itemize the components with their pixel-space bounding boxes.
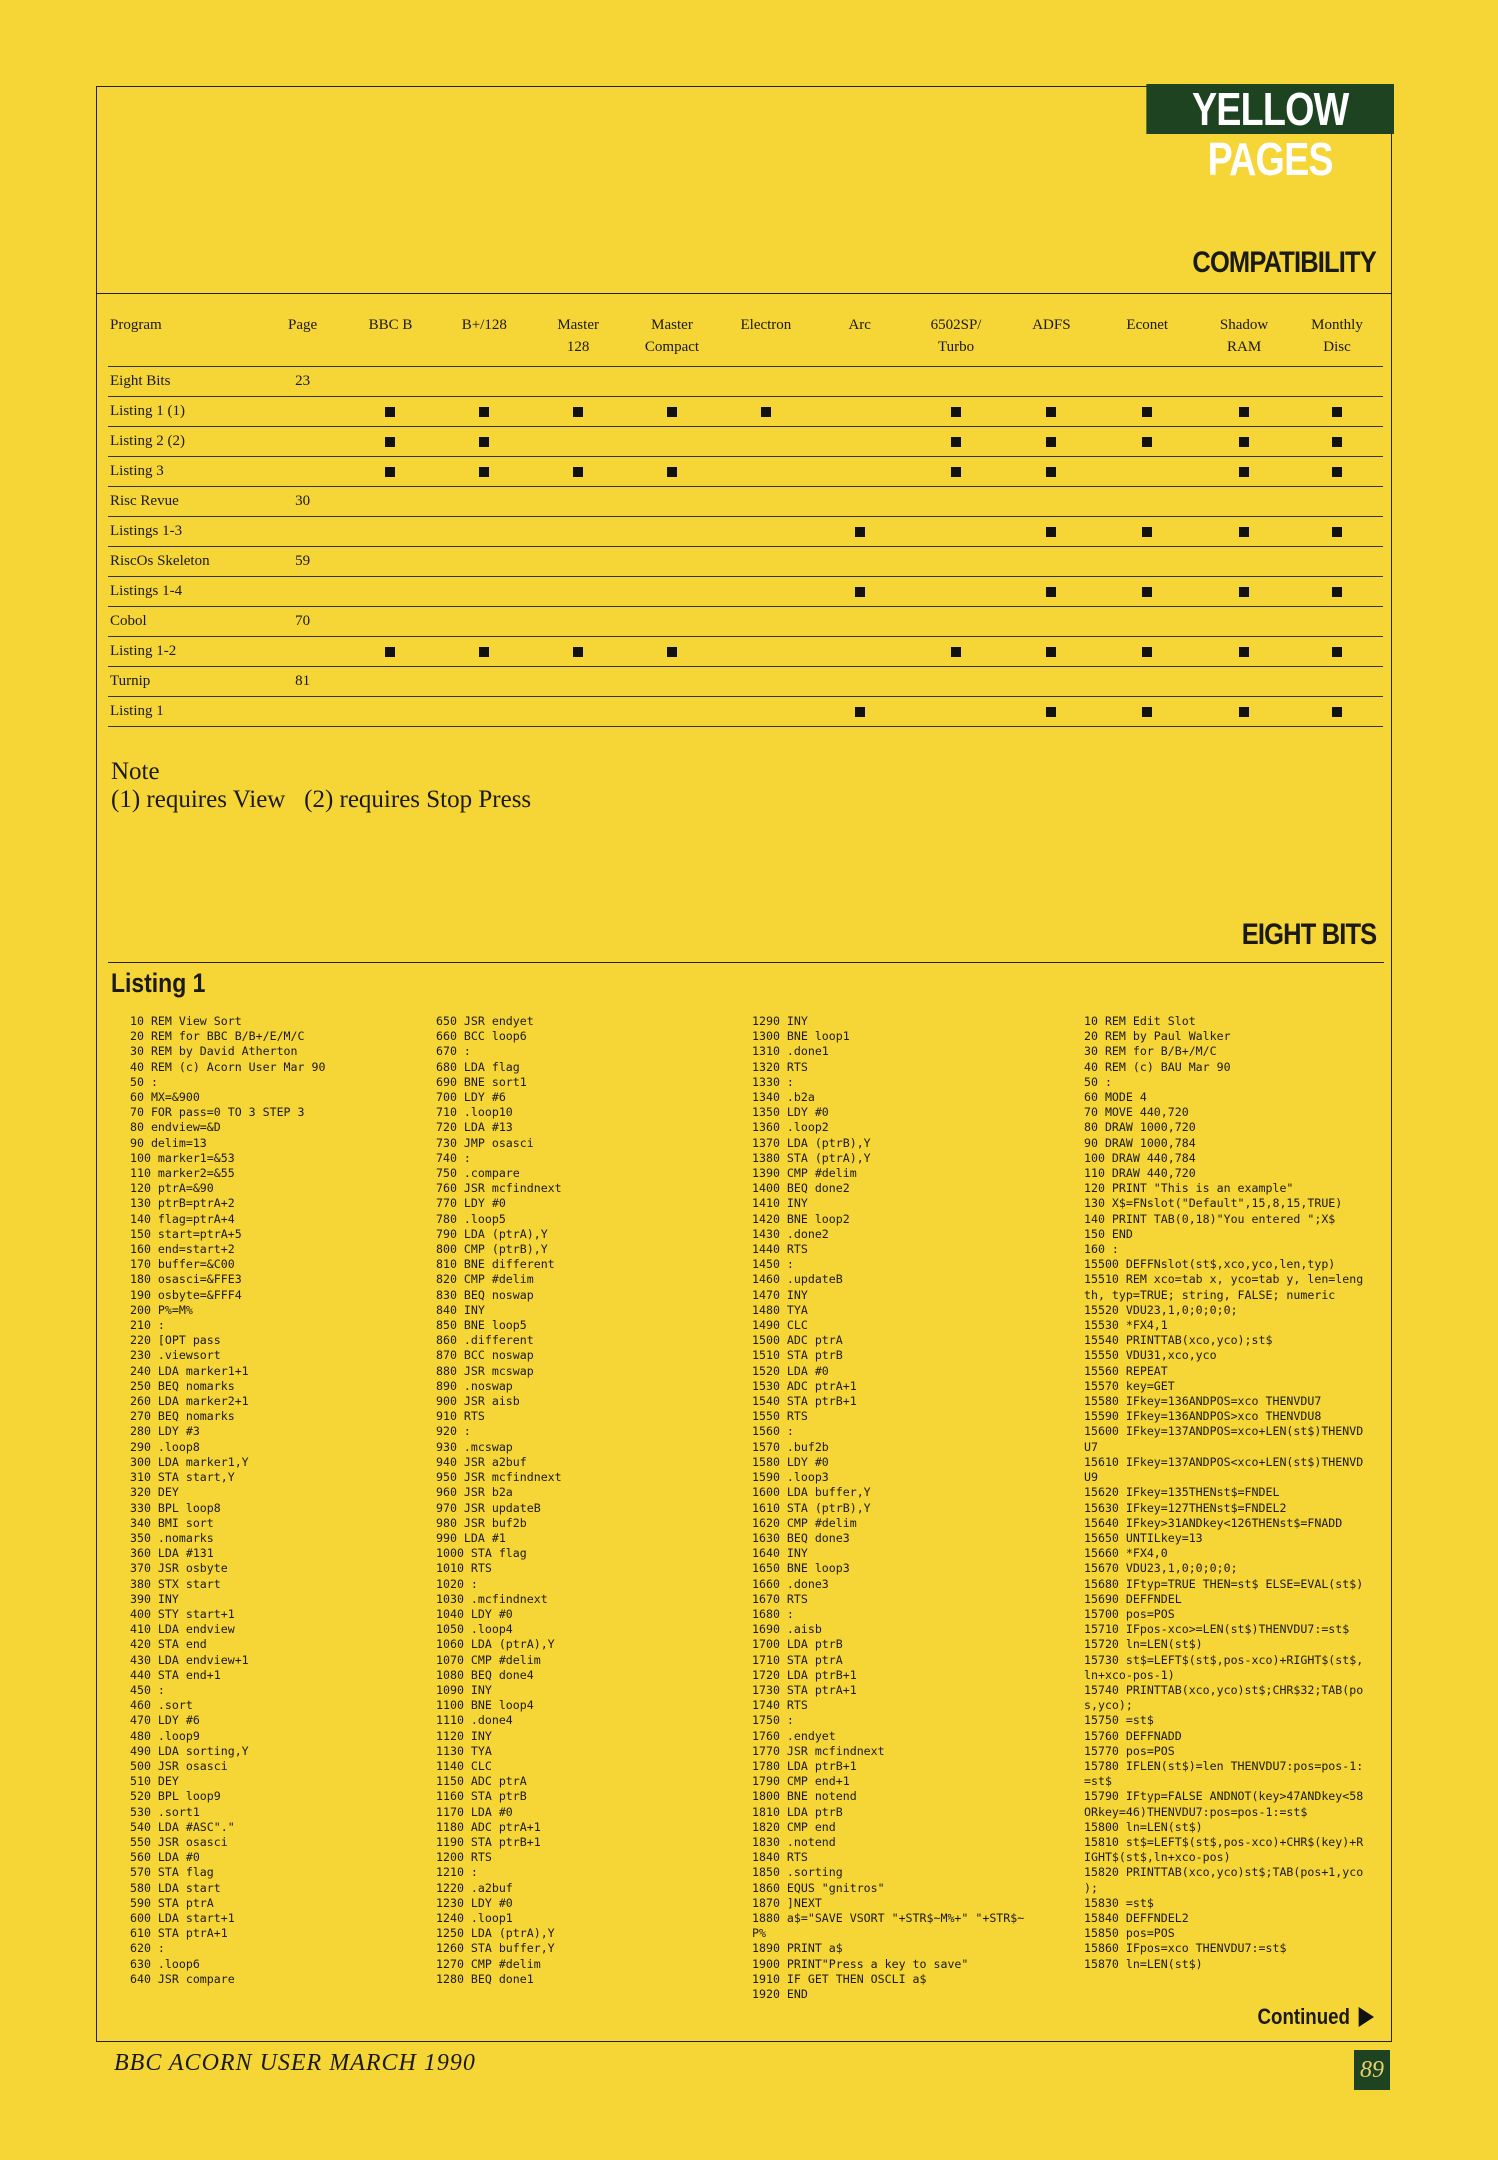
table-row <box>108 397 1383 427</box>
compat-cell <box>437 457 531 487</box>
compatible-mark-icon <box>1046 707 1056 717</box>
compat-cell <box>625 517 719 547</box>
compatible-mark-icon <box>385 437 395 447</box>
column-header-line1: Electron <box>740 317 792 333</box>
code-column-4: 10 REM Edit Slot 20 REM by Paul Walker 30 REM for B/B+/M/C 40 REM (c) BAU Mar 90 50 : 60 MODE 4 70 MOVE 440,720 80 DRAW 1000,720 90 DRAW 1000,784 100 DRAW 440,784 110 DRAW 440,720 120 PRINT "This is an example" 130 X$=FNslot("Default",15,8,15,TRUE) 140 PRINT TAB(0,18)"You entered ";X$ 150 END 160 : 15500 DEFFNslot(st$,xco,yco,len,typ) 15510 REM xco=tab x, yco=tab y, len=leng th, typ=TRUE; string, FALSE; numeric 15520 VDU23,1,0;0;0;0; 15530 *FX4,1 15540 PRINTTAB(xco,yco);st$ 15550 VDU31,xco,yco 15560 REPEAT 15570 key=GET 15580 IFkey=136ANDPOS=xco THENVDU7 15590 IFkey=136ANDPOS>xco THENVDU8 15600 IFkey=137ANDPOS=xco+LEN(st$)THENVD U7 15610 IFkey=137ANDPOS<xco+LEN(st$)THENVD U9 15620 IFkey=135THENst$=FNDEL 15630 IFkey=127THENst$=FNDEL2 15640 IFkey>31ANDkey<126THENst$=FNADD 15650 UNTILkey=13 15660 *FX4,0 15670 VDU23,1,0;0;0;0; 15680 IFtyp=TRUE THEN=st$ ELSE=EVAL(st$) 15690 DEFFNDEL 15700 pos=POS 15710 IFpos-xco>=LEN(st$)THENVDU7:=st$ 15720 ln=LEN(st$) 15730 st$=LEFT$(st$,pos-xco)+RIGHT$(st$, ln+xco-pos-1) 15740 PRINTTAB(xco,yco)st$;CHR$32;TAB(po s,yco); 15750 =st$ 15760 DEFFNADD 15770 pos=POS 15780 IFLEN(st$)=len THENVDU7:pos=pos-1: =st$ 15790 IFtyp=FALSE ANDNOT(key>47ANDkey<58 ORkey=46)THENVDU7:pos=pos-1:=st$ 15800 ln=LEN(st$) 15810 st$=LEFT$(st$,pos-xco)+CHR$(key)+R IGHT$(st$,ln+xco-pos) 15820 PRINTTAB(xco,yco)st$;TAB(pos+1,yco ); 15830 =st$ 15840 DEFFNDEL2 15850 pos=POS 15860 IFpos=xco THENVDU7:=st$ 15870 ln=LEN(st$) <box>1084 1014 1364 1971</box>
page-cell <box>262 427 344 457</box>
compat-cell <box>719 697 813 727</box>
compatible-mark-icon <box>1046 647 1056 657</box>
arrow-right-icon <box>1359 2007 1374 2027</box>
compat-cell <box>719 577 813 607</box>
compat-cell <box>1291 367 1383 397</box>
column-header <box>907 314 1006 367</box>
compat-cell <box>1291 667 1383 697</box>
compat-cell <box>813 577 907 607</box>
compat-cell <box>437 397 531 427</box>
compatible-mark-icon <box>667 407 677 417</box>
compat-cell <box>1291 427 1383 457</box>
compat-cell <box>344 427 438 457</box>
compat-cell <box>1097 547 1197 577</box>
program-cell: RiscOs Skeleton <box>108 547 262 577</box>
table-row <box>108 517 1383 547</box>
compatible-mark-icon <box>1239 437 1249 447</box>
page-cell <box>262 457 344 487</box>
compatibility-title: COMPATIBILITY <box>1192 246 1376 279</box>
compat-cell <box>719 607 813 637</box>
column-header <box>813 314 907 367</box>
compat-cell <box>1197 607 1291 637</box>
compatible-mark-icon <box>951 437 961 447</box>
compat-cell <box>907 577 1006 607</box>
compatible-mark-icon <box>1046 467 1056 477</box>
compat-cell <box>907 607 1006 637</box>
column-header <box>1291 314 1383 367</box>
compatible-mark-icon <box>1142 587 1152 597</box>
table-row <box>108 487 1383 517</box>
compatible-mark-icon <box>1239 707 1249 717</box>
compat-cell <box>531 427 625 457</box>
eight-bits-rule <box>108 962 1384 963</box>
compat-cell <box>625 367 719 397</box>
compat-cell <box>1197 457 1291 487</box>
column-header-line1: Econet <box>1126 317 1169 333</box>
compat-cell <box>437 487 531 517</box>
program-cell: Listing 1-2 <box>108 637 262 667</box>
compat-cell <box>625 577 719 607</box>
compatible-mark-icon <box>855 707 865 717</box>
compat-cell <box>625 397 719 427</box>
compat-cell <box>813 427 907 457</box>
compat-cell <box>344 667 438 697</box>
compat-cell <box>907 397 1006 427</box>
column-header-line2: Turbo <box>937 339 975 355</box>
table-row <box>108 367 1383 397</box>
column-header-line2: 128 <box>566 339 590 355</box>
compatible-mark-icon <box>855 587 865 597</box>
compat-cell <box>344 547 438 577</box>
compat-cell <box>907 517 1006 547</box>
compat-cell <box>1005 397 1097 427</box>
compat-cell <box>907 697 1006 727</box>
program-cell: Turnip <box>108 667 262 697</box>
compat-cell <box>1097 637 1197 667</box>
column-header-line1: BBC B <box>368 317 413 333</box>
compat-cell <box>625 547 719 577</box>
compat-cell <box>531 577 625 607</box>
compatible-mark-icon <box>479 467 489 477</box>
column-header-line2: Compact <box>644 339 700 355</box>
compat-cell <box>813 517 907 547</box>
compat-cell <box>719 457 813 487</box>
compat-cell <box>719 517 813 547</box>
compat-cell <box>344 607 438 637</box>
compat-cell <box>1197 367 1291 397</box>
page-cell <box>262 577 344 607</box>
eight-bits-title: EIGHT BITS <box>1241 918 1376 951</box>
column-header-line1: Arc <box>848 317 871 333</box>
page-cell: 59 <box>262 547 344 577</box>
compat-cell <box>625 697 719 727</box>
column-header-line1: Master <box>557 317 599 333</box>
compat-cell <box>531 637 625 667</box>
compat-cell <box>625 607 719 637</box>
compat-cell <box>1291 607 1383 637</box>
table-row <box>108 697 1383 727</box>
compat-cell <box>813 607 907 637</box>
compat-cell <box>1197 427 1291 457</box>
compat-cell <box>1291 637 1383 667</box>
compatible-mark-icon <box>1239 467 1249 477</box>
compat-cell <box>437 577 531 607</box>
table-header-row <box>108 314 1383 367</box>
compat-cell <box>719 427 813 457</box>
compat-cell <box>907 457 1006 487</box>
compatibility-table <box>108 314 1383 727</box>
compatible-mark-icon <box>761 407 771 417</box>
compat-cell <box>625 427 719 457</box>
compatible-mark-icon <box>1239 527 1249 537</box>
compatible-mark-icon <box>1046 437 1056 447</box>
compat-cell <box>531 697 625 727</box>
compatible-mark-icon <box>479 407 489 417</box>
compatible-mark-icon <box>573 407 583 417</box>
compatible-mark-icon <box>855 527 865 537</box>
column-header-line1: ADFS <box>1032 317 1071 333</box>
listing-title: Listing 1 <box>111 968 206 998</box>
compatible-mark-icon <box>1239 587 1249 597</box>
compatible-mark-icon <box>951 647 961 657</box>
compat-cell <box>907 637 1006 667</box>
table-row <box>108 637 1383 667</box>
compat-cell <box>344 637 438 667</box>
compatible-mark-icon <box>1332 407 1342 417</box>
program-cell: Listing 3 <box>108 457 262 487</box>
compatible-mark-icon <box>1332 437 1342 447</box>
compat-cell <box>1097 457 1197 487</box>
page-cell: 70 <box>262 607 344 637</box>
column-header <box>719 314 813 367</box>
compat-cell <box>1291 697 1383 727</box>
compat-cell <box>719 637 813 667</box>
compat-cell <box>625 487 719 517</box>
note-title: Note <box>111 758 160 785</box>
page-cell <box>262 697 344 727</box>
column-header <box>262 314 344 367</box>
program-cell: Risc Revue <box>108 487 262 517</box>
compat-cell <box>1005 427 1097 457</box>
compat-cell <box>531 397 625 427</box>
compat-cell <box>1197 697 1291 727</box>
compat-cell <box>1097 697 1197 727</box>
compat-cell <box>344 457 438 487</box>
compat-cell <box>813 397 907 427</box>
column-header-line1: Program <box>110 317 162 333</box>
compat-cell <box>1097 487 1197 517</box>
compat-cell <box>719 367 813 397</box>
footer-text: BBC ACORN USER MARCH 1990 <box>114 2050 476 2076</box>
compatible-mark-icon <box>1046 407 1056 417</box>
compat-cell <box>625 637 719 667</box>
compat-cell <box>531 667 625 697</box>
compat-cell <box>531 367 625 397</box>
compat-cell <box>344 697 438 727</box>
compatible-mark-icon <box>1332 527 1342 537</box>
table-row <box>108 457 1383 487</box>
compatible-mark-icon <box>951 407 961 417</box>
compat-cell <box>907 367 1006 397</box>
column-header-line1: Master <box>651 317 693 333</box>
compat-cell <box>1197 517 1291 547</box>
page-cell: 30 <box>262 487 344 517</box>
compatible-mark-icon <box>479 437 489 447</box>
column-header <box>1005 314 1097 367</box>
column-header <box>1197 314 1291 367</box>
compatible-mark-icon <box>1142 437 1152 447</box>
compat-cell <box>344 487 438 517</box>
column-header <box>108 314 262 367</box>
table-row <box>108 667 1383 697</box>
compat-cell <box>1005 667 1097 697</box>
compat-cell <box>1097 367 1197 397</box>
continued-link[interactable] <box>1258 2004 1374 2030</box>
page-cell <box>262 397 344 427</box>
compat-cell <box>1005 697 1097 727</box>
code-column-1: 10 REM View Sort 20 REM for BBC B/B+/E/M/C 30 REM by David Atherton 40 REM (c) Acorn User Mar 90 50 : 60 MX=&900 70 FOR pass=0 TO 3 STEP 3 80 endview=&D 90 delim=13 100 marker1=&53 110 marker2=&55 120 ptrA=&90 130 ptrB=ptrA+2 140 flag=ptrA+4 150 start=ptrA+5 160 end=start+2 170 buffer=&C00 180 osasci=&FFE3 190 osbyte=&FFF4 200 P%=M% 210 : 220 [OPT pass 230 .viewsort 240 LDA marker1+1 250 BEQ nomarks 260 LDA marker2+1 270 BEQ nomarks 280 LDY #3 290 .loop8 300 LDA marker1,Y 310 STA start,Y 320 DEY 330 BPL loop8 340 BMI sort 350 .nomarks 360 LDA #131 370 JSR osbyte 380 STX start 390 INY 400 STY start+1 410 LDA endview 420 STA end 430 LDA endview+1 440 STA end+1 450 : 460 .sort 470 LDY #6 480 .loop9 490 LDA sorting,Y 500 JSR osasci 510 DEY 520 BPL loop9 530 .sort1 540 LDA #ASC"." 550 JSR osasci 560 LDA #0 570 STA flag 580 LDA start 590 STA ptrA 600 LDA start+1 610 STA ptrA+1 620 : 630 .loop6 640 JSR compare <box>130 1014 326 1986</box>
compat-cell <box>1197 397 1291 427</box>
compatible-mark-icon <box>1332 647 1342 657</box>
compatible-mark-icon <box>1046 587 1056 597</box>
compat-cell <box>1005 487 1097 517</box>
compat-cell <box>907 667 1006 697</box>
compat-cell <box>719 487 813 517</box>
compat-cell <box>344 397 438 427</box>
compat-cell <box>437 367 531 397</box>
compat-cell <box>437 607 531 637</box>
program-cell: Listing 1 (1) <box>108 397 262 427</box>
compat-cell <box>344 517 438 547</box>
compatible-mark-icon <box>1239 647 1249 657</box>
compat-cell <box>719 667 813 697</box>
compat-cell <box>1097 667 1197 697</box>
column-header-line2: RAM <box>1227 339 1262 355</box>
page-cell: 81 <box>262 667 344 697</box>
compat-cell <box>531 487 625 517</box>
compat-cell <box>813 667 907 697</box>
program-cell: Listing 1 <box>108 697 262 727</box>
compat-cell <box>1291 457 1383 487</box>
compat-cell <box>813 697 907 727</box>
compat-cell <box>1005 637 1097 667</box>
compat-cell <box>625 667 719 697</box>
compat-cell <box>437 667 531 697</box>
compatible-mark-icon <box>1239 407 1249 417</box>
compatible-mark-icon <box>1332 467 1342 477</box>
page-cell: 23 <box>262 367 344 397</box>
table-row <box>108 607 1383 637</box>
page-cell <box>262 637 344 667</box>
compat-cell <box>813 547 907 577</box>
compatible-mark-icon <box>1142 647 1152 657</box>
compatible-mark-icon <box>1046 527 1056 537</box>
compat-cell <box>1291 577 1383 607</box>
compat-cell <box>907 547 1006 577</box>
table-row <box>108 547 1383 577</box>
compatible-mark-icon <box>951 467 961 477</box>
compatible-mark-icon <box>573 467 583 477</box>
compat-cell <box>1097 607 1197 637</box>
compat-cell <box>437 427 531 457</box>
compat-cell <box>1197 637 1291 667</box>
compat-cell <box>1197 487 1291 517</box>
compat-cell <box>531 457 625 487</box>
compat-cell <box>531 517 625 547</box>
compat-cell <box>437 697 531 727</box>
compat-cell <box>1005 517 1097 547</box>
compat-cell <box>813 457 907 487</box>
program-cell: Eight Bits <box>108 367 262 397</box>
compat-cell <box>1291 547 1383 577</box>
compat-cell <box>1005 367 1097 397</box>
compat-cell <box>437 547 531 577</box>
compat-cell <box>344 367 438 397</box>
compat-cell <box>1005 547 1097 577</box>
compatible-mark-icon <box>385 407 395 417</box>
compat-cell <box>1197 547 1291 577</box>
program-cell: Listings 1-4 <box>108 577 262 607</box>
compat-cell <box>625 457 719 487</box>
compat-cell <box>813 367 907 397</box>
compat-cell <box>1097 427 1197 457</box>
column-header <box>437 314 531 367</box>
compatible-mark-icon <box>1142 407 1152 417</box>
compat-cell <box>1005 577 1097 607</box>
compat-cell <box>907 487 1006 517</box>
column-header <box>531 314 625 367</box>
compat-cell <box>1291 517 1383 547</box>
column-header-line1: B+/128 <box>461 317 507 333</box>
compat-cell <box>1291 397 1383 427</box>
continued-label: Continued <box>1257 2004 1351 2029</box>
column-header-line1: 6502SP/ <box>930 317 982 333</box>
column-header-line1: Shadow <box>1219 317 1269 333</box>
column-header <box>344 314 438 367</box>
compatible-mark-icon <box>479 647 489 657</box>
compatible-mark-icon <box>1332 587 1342 597</box>
program-cell: Cobol <box>108 607 262 637</box>
program-cell: Listing 2 (2) <box>108 427 262 457</box>
compat-cell <box>1097 517 1197 547</box>
compat-cell <box>907 427 1006 457</box>
column-header-line1: Page <box>288 317 318 333</box>
compatible-mark-icon <box>667 467 677 477</box>
column-header <box>1097 314 1197 367</box>
compat-cell <box>719 547 813 577</box>
table-row <box>108 577 1383 607</box>
compatible-mark-icon <box>1142 707 1152 717</box>
compat-cell <box>719 397 813 427</box>
page-number: 89 <box>1354 2050 1390 2090</box>
compatible-mark-icon <box>667 647 677 657</box>
note-text: (1) requires View (2) requires Stop Press <box>111 786 532 813</box>
compat-cell <box>1197 577 1291 607</box>
compatible-mark-icon <box>1332 707 1342 717</box>
column-header-line1: Monthly <box>1311 317 1363 333</box>
compatible-mark-icon <box>385 467 395 477</box>
compat-cell <box>1291 487 1383 517</box>
column-header-line2: Disc <box>1323 339 1351 355</box>
compatible-mark-icon <box>1142 527 1152 537</box>
compat-cell <box>531 547 625 577</box>
code-column-2: 650 JSR endyet 660 BCC loop6 670 : 680 LDA flag 690 BNE sort1 700 LDY #6 710 .loop10 720 LDA #13 730 JMP osasci 740 : 750 .compare 760 JSR mcfindnext 770 LDY #0 780 .loop5 790 LDA (ptrA),Y 800 CMP (ptrB),Y 810 BNE different 820 CMP #delim 830 BEQ noswap 840 INY 850 BNE loop5 860 .different 870 BCC noswap 880 JSR mcswap 890 .noswap 900 JSR aisb 910 RTS 920 : 930 .mcswap 940 JSR a2buf 950 JSR mcfindnext 960 JSR b2a 970 JSR updateB 980 JSR buf2b 990 LDA #1 1000 STA flag 1010 RTS 1020 : 1030 .mcfindnext 1040 LDY #0 1050 .loop4 1060 LDA (ptrA),Y 1070 CMP #delim 1080 BEQ done4 1090 INY 1100 BNE loop4 1110 .done4 1120 INY 1130 TYA 1140 CLC 1150 ADC ptrA 1160 STA ptrB 1170 LDA #0 1180 ADC ptrA+1 1190 STA ptrB+1 1200 RTS 1210 : 1220 .a2buf 1230 LDY #0 1240 .loop1 1250 LDA (ptrA),Y 1260 STA buffer,Y 1270 CMP #delim 1280 BEQ done1 <box>436 1014 562 1986</box>
page-cell <box>262 517 344 547</box>
compatible-mark-icon <box>573 647 583 657</box>
compat-cell <box>1097 577 1197 607</box>
code-column-3: 1290 INY 1300 BNE loop1 1310 .done1 1320 RTS 1330 : 1340 .b2a 1350 LDY #0 1360 .loop2 1370 LDA (ptrB),Y 1380 STA (ptrA),Y 1390 CMP #delim 1400 BEQ done2 1410 INY 1420 BNE loop2 1430 .done2 1440 RTS 1450 : 1460 .updateB 1470 INY 1480 TYA 1490 CLC 1500 ADC ptrA 1510 STA ptrB 1520 LDA #0 1530 ADC ptrA+1 1540 STA ptrB+1 1550 RTS 1560 : 1570 .buf2b 1580 LDY #0 1590 .loop3 1600 LDA buffer,Y 1610 STA (ptrB),Y 1620 CMP #delim 1630 BEQ done3 1640 INY 1650 BNE loop3 1660 .done3 1670 RTS 1680 : 1690 .aisb 1700 LDA ptrB 1710 STA ptrA 1720 LDA ptrB+1 1730 STA ptrA+1 1740 RTS 1750 : 1760 .endyet 1770 JSR mcfindnext 1780 LDA ptrB+1 1790 CMP end+1 1800 BNE notend 1810 LDA ptrB 1820 CMP end 1830 .notend 1840 RTS 1850 .sorting 1860 EQUS "gnitros" 1870 ]NEXT 1880 a$="SAVE VSORT "+STR$~M%+" "+STR$~ P% 1890 PRINT a$ 1900 PRINT"Press a key to save" 1910 IF GET THEN OSCLI a$ 1920 END <box>752 1014 1025 2001</box>
table-body <box>108 367 1383 727</box>
compat-cell <box>437 517 531 547</box>
compat-cell <box>1197 667 1291 697</box>
compat-cell <box>1005 457 1097 487</box>
compat-cell <box>1005 607 1097 637</box>
column-header <box>625 314 719 367</box>
program-cell: Listings 1-3 <box>108 517 262 547</box>
compat-cell <box>437 637 531 667</box>
yellow-pages-banner: YELLOW PAGES <box>1146 84 1394 134</box>
compat-cell <box>1097 397 1197 427</box>
compat-cell <box>813 487 907 517</box>
compat-cell <box>344 577 438 607</box>
compat-cell <box>531 607 625 637</box>
note <box>111 758 531 814</box>
compat-cell <box>813 637 907 667</box>
compatible-mark-icon <box>385 647 395 657</box>
table-row <box>108 427 1383 457</box>
